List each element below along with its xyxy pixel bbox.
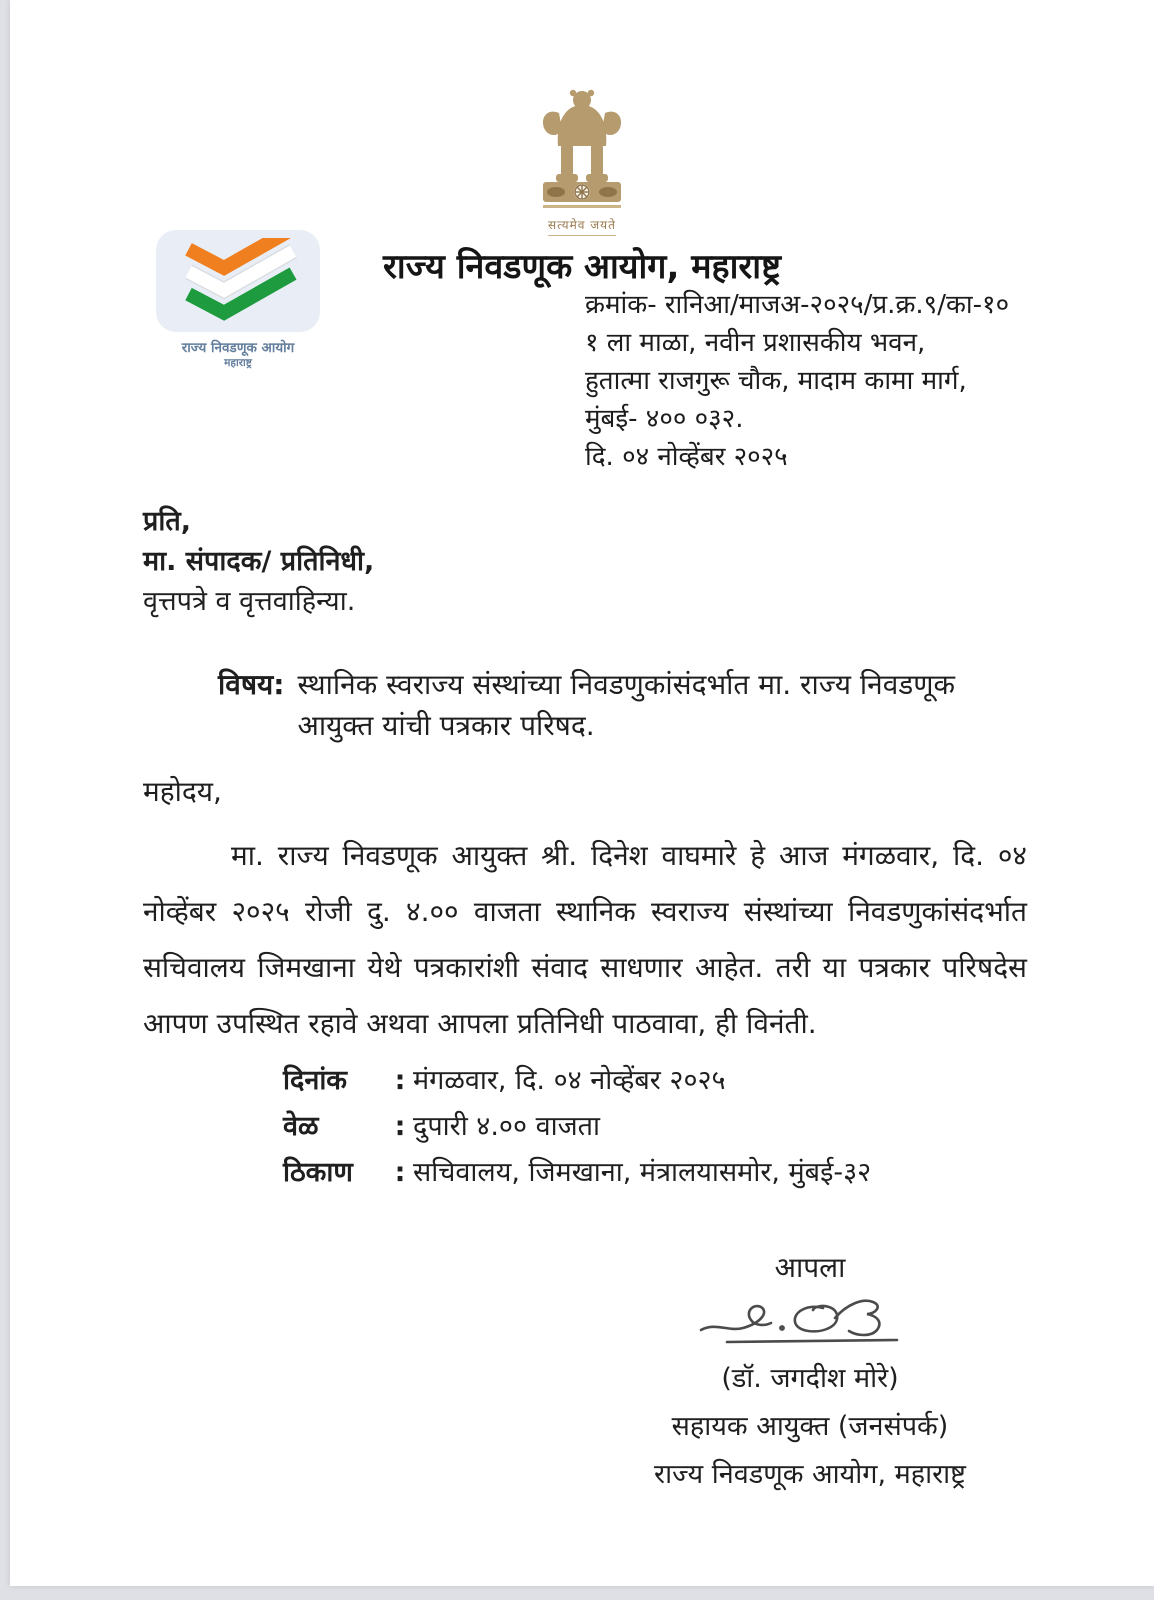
detail-value: सचिवालय, जिमखाना, मंत्रालयासमोर, मुंबई-३२ — [413, 1157, 872, 1188]
handwritten-signature — [695, 1292, 925, 1350]
sec-logo-subcaption: महाराष्ट्र — [224, 357, 252, 369]
subject-label: विषय: — [218, 668, 285, 701]
page-title: राज्य निवडणूक आयोग, महाराष्ट्र — [383, 247, 781, 287]
ref-line: मुंबई- ४०० ०३२. — [585, 404, 744, 434]
letter-paper — [10, 0, 1154, 1586]
sec-logo — [150, 230, 326, 370]
tricolor-checkmarks-icon — [168, 238, 308, 324]
subject-text: स्थानिक स्वराज्य संस्थांच्या निवडणुकांसंदर्भात मा. राज्य निवडणूक आयुक्त यांची पत्रकार परिषद. — [297, 668, 956, 742]
ref-line: दि. ०४ नोव्हेंबर २०२५ — [585, 442, 788, 472]
sec-logo-box — [156, 230, 320, 332]
detail-value: मंगळवार, दि. ०४ नोव्हेंबर २०२५ — [413, 1065, 726, 1096]
closing-word: आपला — [774, 1251, 846, 1284]
detail-row-venue — [283, 1150, 871, 1196]
detail-label: दिनांक — [283, 1065, 348, 1096]
emblem-motto: सत्यमेव जयते — [548, 216, 616, 236]
recipient-block — [143, 502, 374, 622]
detail-label: वेळ — [283, 1111, 319, 1142]
subject-block — [218, 664, 1030, 746]
detail-separator: : — [394, 1065, 406, 1096]
signatory-name: (डॉ. जगदीश मोरे) — [721, 1363, 899, 1394]
salutation: महोदय, — [143, 775, 222, 808]
ashoka-emblem-icon — [523, 84, 641, 210]
ref-line: १ ला माळा, नवीन प्रशासकीय भवन, — [585, 328, 926, 358]
body-paragraph: मा. राज्य निवडणूक आयुक्त श्री. दिनेश वाघमारे हे आज मंगळवार, दि. ०४ नोव्हेंबर २०२५ रोजी दु. ४.०० वाजता स्थानिक स्वराज्य संस्थांच्या निवडणुकांसंदर्भात सचिवालय जिमखाना येथे पत्रकारांशी संवाद साधणार आहेत. तरी या पत्रकार परिषदेस आपण उपस्थित रहावे अथवा आपला प्रतिनिधी पाठवावा, ही विनंती. — [143, 839, 1027, 1040]
detail-label: ठिकाण — [283, 1157, 353, 1188]
recipient-line: मा. संपादक/ प्रतिनिधी, — [143, 546, 375, 577]
signature-block — [630, 1248, 990, 1491]
recipient-line: प्रति, — [143, 506, 192, 537]
ref-line: हुतात्मा राजगुरू चौक, मादाम कामा मार्ग, — [585, 366, 967, 396]
signatory-organization: राज्य निवडणूक आयोग, महाराष्ट्र — [654, 1459, 966, 1490]
signatory-designation: सहायक आयुक्त (जनसंपर्क) — [671, 1411, 949, 1442]
event-details — [283, 1058, 871, 1196]
detail-row-time — [283, 1104, 871, 1150]
sec-logo-caption: राज्य निवडणूक आयोग — [181, 340, 295, 356]
recipient-line: वृत्तपत्रे व वृत्तवाहिन्या. — [143, 586, 356, 617]
detail-row-date — [283, 1058, 871, 1104]
detail-separator: : — [394, 1111, 406, 1142]
detail-separator: : — [394, 1157, 406, 1188]
ref-line: क्रमांक- रानिआ/माजअ-२०२५/प्र.क्र.९/का-१० — [585, 290, 1010, 320]
reference-address-block — [585, 286, 1009, 476]
detail-value: दुपारी ४.०० वाजता — [413, 1111, 600, 1142]
